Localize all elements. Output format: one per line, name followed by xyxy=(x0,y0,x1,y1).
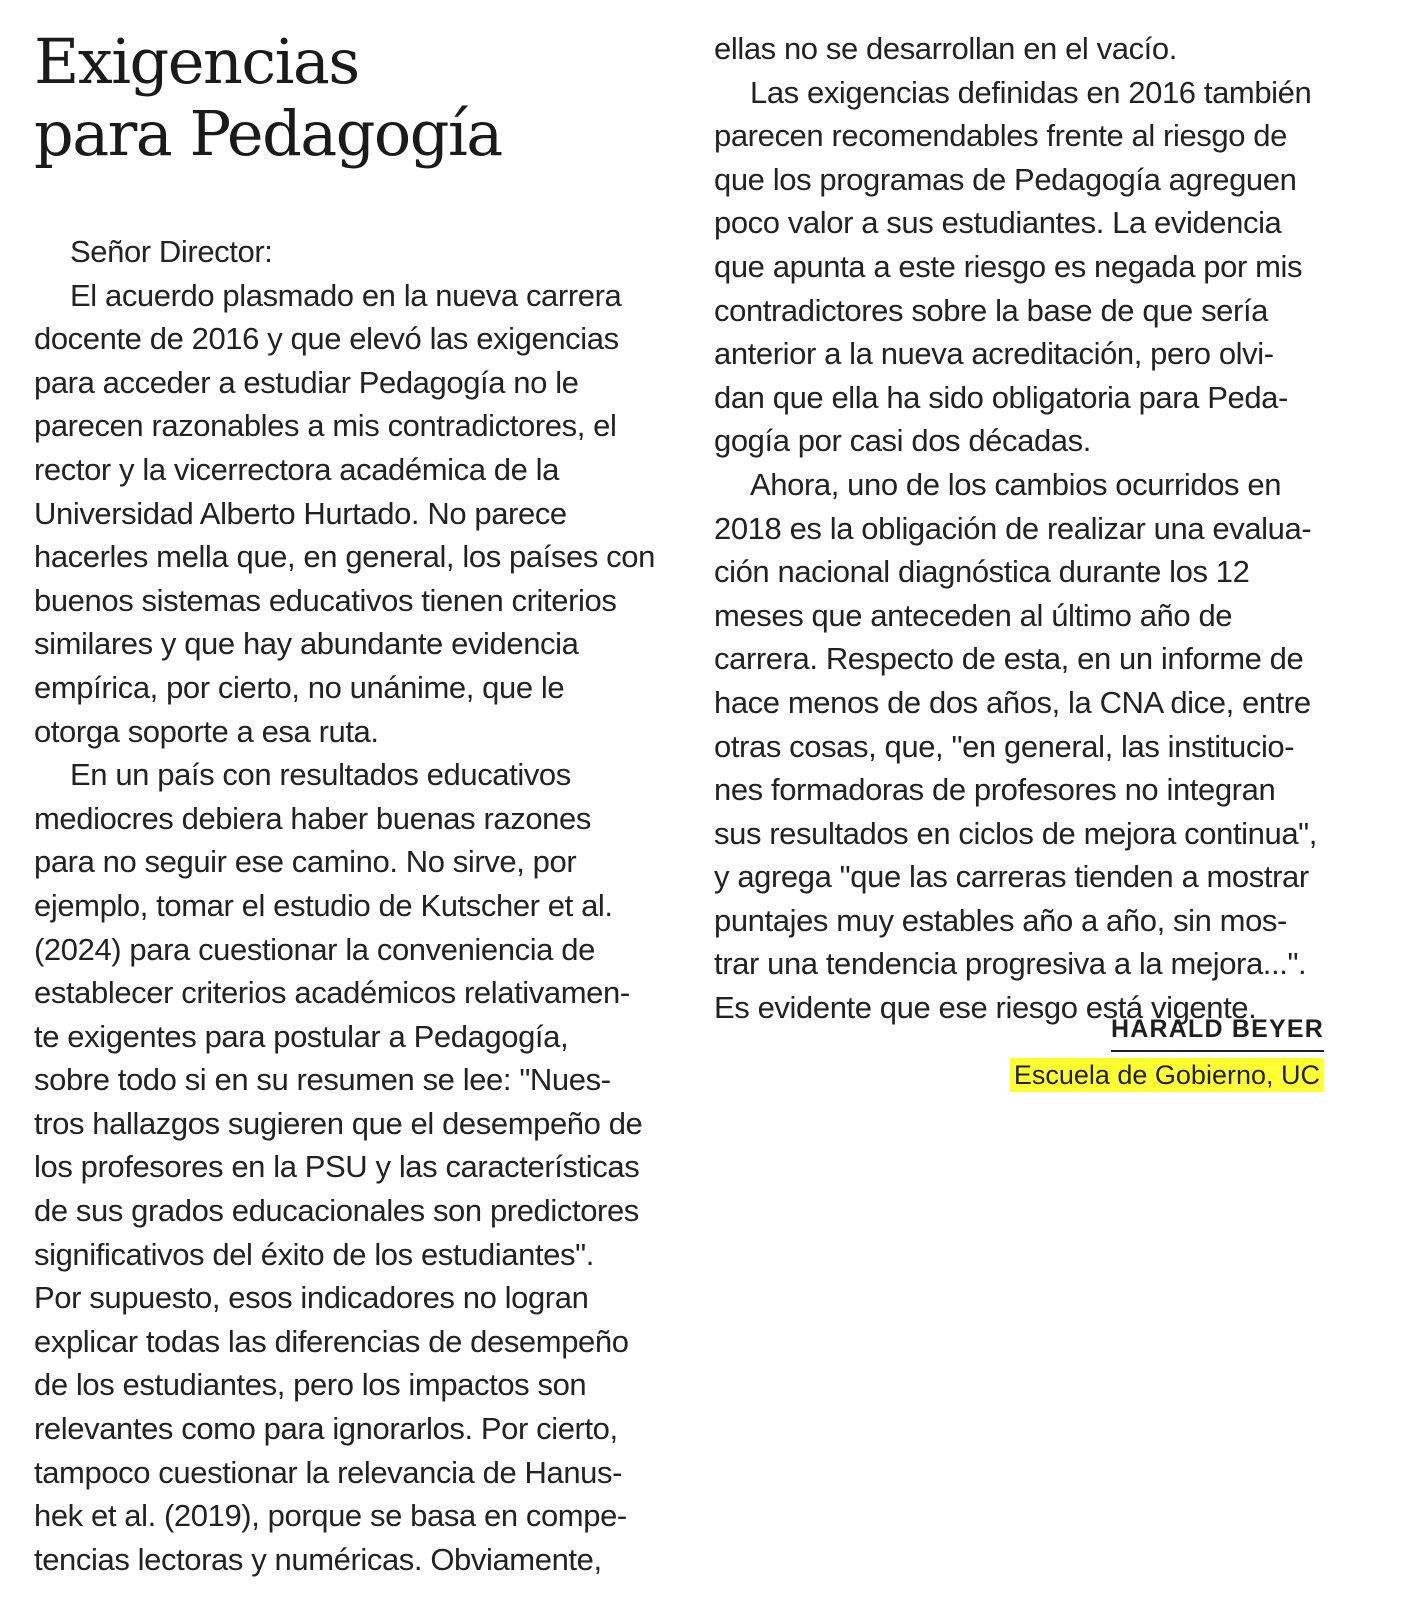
text-line: que apunta a este riesgo es negada por mis xyxy=(714,248,1303,284)
text-line: los profesores en la PSU y las características xyxy=(34,1149,640,1185)
title-line-2: para Pedagogía xyxy=(34,97,502,170)
text-line: Es evidente que ese riesgo está vigente. xyxy=(714,990,1257,1026)
text-line: trar una tendencia progresiva a la mejora...". xyxy=(714,946,1307,982)
text-line: Las exigencias definidas en 2016 también xyxy=(750,74,1312,110)
text-line: hacerles mella que, en general, los países con xyxy=(34,539,655,575)
text-line: tencias lectoras y numéricas. Obviamente, xyxy=(34,1541,602,1577)
text-line: otorga soporte a esa ruta. xyxy=(34,713,379,749)
text-line: similares y que hay abundante evidencia xyxy=(34,626,579,662)
text-line: sus resultados en ciclos de mejora continua", xyxy=(714,815,1317,851)
text-line: de sus grados educacionales son predictores xyxy=(34,1193,639,1229)
text-line: mediocres debiera haber buenas razones xyxy=(34,800,591,836)
text-line: de los estudiantes, pero los impactos son xyxy=(34,1367,587,1403)
text-line: para acceder a estudiar Pedagogía no le xyxy=(34,364,579,400)
article-title xyxy=(34,26,654,170)
right-column xyxy=(714,27,1334,1030)
text-line: buenos sistemas educativos tienen criterios xyxy=(34,582,617,618)
text-line: Universidad Alberto Hurtado. No parece xyxy=(34,495,567,531)
text-line: 2018 es la obligación de realizar una evalua- xyxy=(714,510,1312,546)
text-line: empírica, por cierto, no unánime, que le xyxy=(34,669,565,705)
title-line-1: Exigencias xyxy=(34,25,359,98)
signature-block xyxy=(1010,1015,1324,1091)
text-line: carrera. Respecto de esta, en un informe de xyxy=(714,641,1304,677)
text-line: parecen recomendables frente al riesgo de xyxy=(714,118,1287,154)
text-line: meses que anteceden al último año de xyxy=(714,597,1233,633)
text-line: puntajes muy estables año a año, sin mos- xyxy=(714,902,1287,938)
text-line: El acuerdo plasmado en la nueva carrera xyxy=(70,277,622,313)
text-line: contradictores sobre la base de que sería xyxy=(714,292,1268,328)
text-line: tros hallazgos sugieren que el desempeño de xyxy=(34,1105,643,1141)
text-line: que los programas de Pedagogía agreguen xyxy=(714,161,1297,197)
text-line: rector y la vicerrectora académica de la xyxy=(34,451,560,487)
text-line: dan que ella ha sido obligatoria para Peda- xyxy=(714,379,1288,415)
text-line: parecen razonables a mis contradictores, el xyxy=(34,408,617,444)
text-line: En un país con resultados educativos xyxy=(70,757,571,793)
text-line: para no seguir ese camino. No sirve, por xyxy=(34,844,577,880)
left-column xyxy=(34,230,654,1581)
text-line: gogía por casi dos décadas. xyxy=(714,423,1091,459)
text-line: poco valor a sus estudiantes. La evidencia xyxy=(714,205,1282,241)
text-line: te exigentes para postular a Pedagogía, xyxy=(34,1018,569,1054)
text-line: relevantes como para ignorarlos. Por cierto, xyxy=(34,1411,618,1447)
text-line: nes formadoras de profesores no integran xyxy=(714,772,1276,808)
text-line: significativos del éxito de los estudiantes". xyxy=(34,1236,594,1272)
text-line: y agrega "que las carreras tienden a mostrar xyxy=(714,859,1309,895)
text-line: establecer criterios académicos relativamen- xyxy=(34,975,630,1011)
text-line: Por supuesto, esos indicadores no logran xyxy=(34,1280,589,1316)
author-affiliation: Escuela de Gobierno, UC xyxy=(1010,1058,1324,1092)
author-affiliation-wrapper xyxy=(1010,1060,1324,1091)
text-line: docente de 2016 y que elevó las exigencias xyxy=(34,321,619,357)
text-line: anterior a la nueva acreditación, pero olvi- xyxy=(714,336,1274,372)
text-line: sobre todo si en su resumen se lee: "Nues- xyxy=(34,1062,611,1098)
text-line: (2024) para cuestionar la conveniencia de xyxy=(34,931,595,967)
text-line: Ahora, uno de los cambios ocurridos en xyxy=(750,466,1282,502)
text-line: hek et al. (2019), porque se basa en compe- xyxy=(34,1498,627,1534)
salutation: Señor Director: xyxy=(70,234,273,269)
author-name: HARALD BEYER xyxy=(1111,1015,1324,1052)
text-line: hace menos de dos años, la CNA dice, entre xyxy=(714,684,1311,720)
text-line: ejemplo, tomar el estudio de Kutscher et al. xyxy=(34,887,613,923)
text-line: tampoco cuestionar la relevancia de Hanus- xyxy=(34,1454,623,1490)
text-line: ción nacional diagnóstica durante los 12 xyxy=(714,554,1250,590)
text-line: explicar todas las diferencias de desempeño xyxy=(34,1323,629,1359)
text-line: ellas no se desarrollan en el vacío. xyxy=(714,31,1177,66)
text-line: otras cosas, que, "en general, las institucio- xyxy=(714,728,1295,764)
